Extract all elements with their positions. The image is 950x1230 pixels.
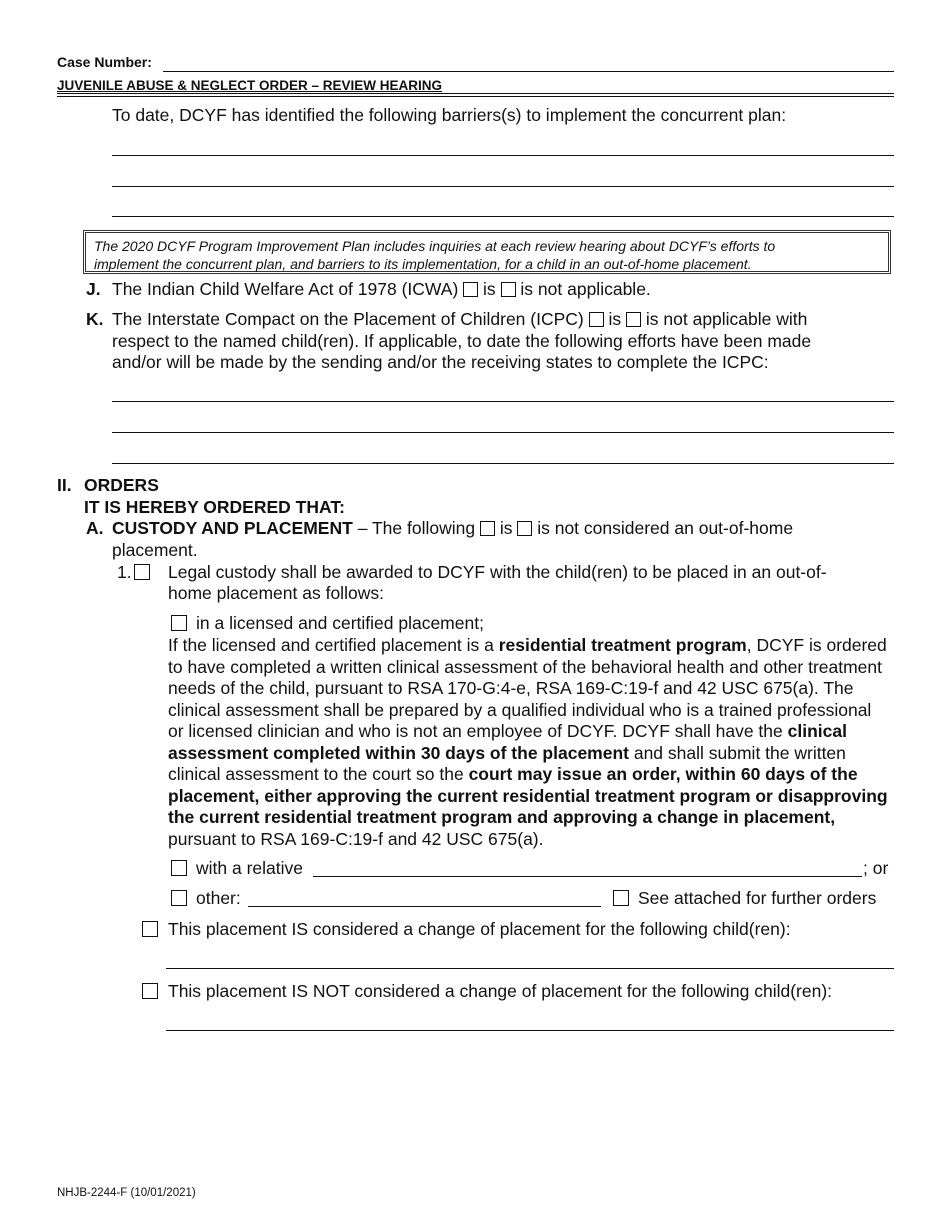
rtp-bold-2: clinical assessment completed within 30 days of the placement [168,721,847,763]
change-is-label: This placement IS considered a change of placement for the following child(ren): [168,919,791,939]
other-checkbox[interactable] [171,890,187,906]
change-is-checkbox[interactable] [142,921,158,937]
out-of-home-is-checkbox[interactable] [480,521,495,536]
section-ii-numeral: II. [57,475,72,495]
out-of-home-is-not-label: is not considered an out-of-home [537,518,794,538]
other-input-line[interactable] [248,906,601,907]
rtp-text-3: and shall submit the written clinical assessment to the court so the [168,742,846,784]
form-number-footer: NHJB-2244-F (10/01/2021) [57,1187,196,1199]
icpc-is-label: is [608,309,622,329]
see-attached-checkbox[interactable] [613,890,629,906]
form-title: JUVENILE ABUSE & NEGLECT ORDER – REVIEW HEARING [57,78,443,93]
rtp-bold-3: court may issue an order, within 60 days of the placement, either approving the current residential treatment program or disapproving the current residential treatment program and approving a change in placement, [168,764,888,827]
case-number-label: Case Number: [57,54,152,70]
relative-label: with a relative [196,858,303,878]
barriers-line-3[interactable] [112,216,894,217]
program-note-line-1: The 2020 DCYF Program Improvement Plan includes inquiries at each review hearing about DCYF’s efforts to [94,238,776,254]
item-a-title: CUSTODY AND PLACEMENT [112,518,353,538]
item-j-letter: J. [86,279,101,299]
barriers-intro: To date, DCYF has identified the following barriers(s) to implement the concurrent plan: [112,105,787,125]
rtp-text-1: If the licensed and certified placement is a [168,635,499,655]
residential-treatment-paragraph [168,635,890,850]
item-k-letter: K. [86,309,104,329]
change-is-not-checkbox[interactable] [142,983,158,999]
case-number-field[interactable] [163,71,894,72]
see-attached-label: See attached for further orders [638,888,877,908]
barriers-line-1[interactable] [112,155,894,156]
change-is-line[interactable] [166,968,894,969]
section-ii-heading: ORDERS [84,475,159,495]
rtp-bold-1: residential treatment program [498,635,747,655]
item-1-number: 1. [117,562,132,582]
item-1-line-2: home placement as follows: [168,583,384,603]
icwa-is-checkbox[interactable] [463,282,478,297]
change-is-not-line[interactable] [166,1030,894,1031]
section-ii-subheading: IT IS HEREBY ORDERED THAT: [84,497,345,517]
icpc-is-not-checkbox[interactable] [626,312,641,327]
rtp-text-4: pursuant to RSA 169-C:19-f and 42 USC 675(a). [168,828,544,849]
icwa-is-label: is [483,279,496,299]
relative-input-line[interactable] [313,876,862,877]
other-label: other: [196,888,241,908]
rtp-text-2: , DCYF is ordered to have completed a written clinical assessment of the behavioral health and other treatment needs of the child, pursuant to RSA 170-G:4-e, RSA 169-C:19-f and 42 USC 675(a). The clinical assessment shall be prepared by a qualified individual who is a trained professional or licensed clinician and who is not an employee of DCYF. DCYF shall have the [168,635,887,741]
header-divider [57,93,894,94]
header-divider-2 [57,96,894,97]
item-k-line-2: respect to the named child(ren). If applicable, to date the following efforts have been made [112,331,812,351]
icpc-line-3[interactable] [112,463,894,464]
item-k-line-3: and/or will be made by the sending and/or the receiving states to complete the ICPC: [112,352,769,372]
item-a-text: – The following [357,518,476,538]
item-j-line [112,279,651,301]
licensed-placement-checkbox[interactable] [171,615,187,631]
relative-checkbox[interactable] [171,860,187,876]
icwa-is-not-label: is not applicable. [520,279,651,299]
item-k-line-1 [112,309,807,331]
item-a-line-2: placement. [112,540,198,560]
program-note-line-2: implement the concurrent plan, and barriers to its implementation, for a child in an out-of-home placement. [94,256,752,272]
icpc-is-not-label: is not applicable with [645,309,808,329]
licensed-placement-label: in a licensed and certified placement; [196,613,484,633]
icpc-is-checkbox[interactable] [589,312,604,327]
item-k-text: The Interstate Compact on the Placement of Children (ICPC) [112,309,584,329]
item-a-line-1 [112,518,793,540]
relative-suffix: ; or [863,858,889,878]
out-of-home-is-label: is [499,518,513,538]
program-note [83,230,891,274]
barriers-line-2[interactable] [112,186,894,187]
out-of-home-is-not-checkbox[interactable] [517,521,532,536]
change-is-not-label: This placement IS NOT considered a change of placement for the following child(ren): [168,981,833,1001]
item-j-text: The Indian Child Welfare Act of 1978 (ICWA) [112,279,459,299]
icpc-line-1[interactable] [112,401,894,402]
item-a-letter: A. [86,518,104,538]
item-1-line-1: Legal custody shall be awarded to DCYF with the child(ren) to be placed in an out-of- [168,562,827,582]
icwa-is-not-checkbox[interactable] [501,282,516,297]
legal-custody-checkbox[interactable] [134,564,150,580]
icpc-line-2[interactable] [112,432,894,433]
